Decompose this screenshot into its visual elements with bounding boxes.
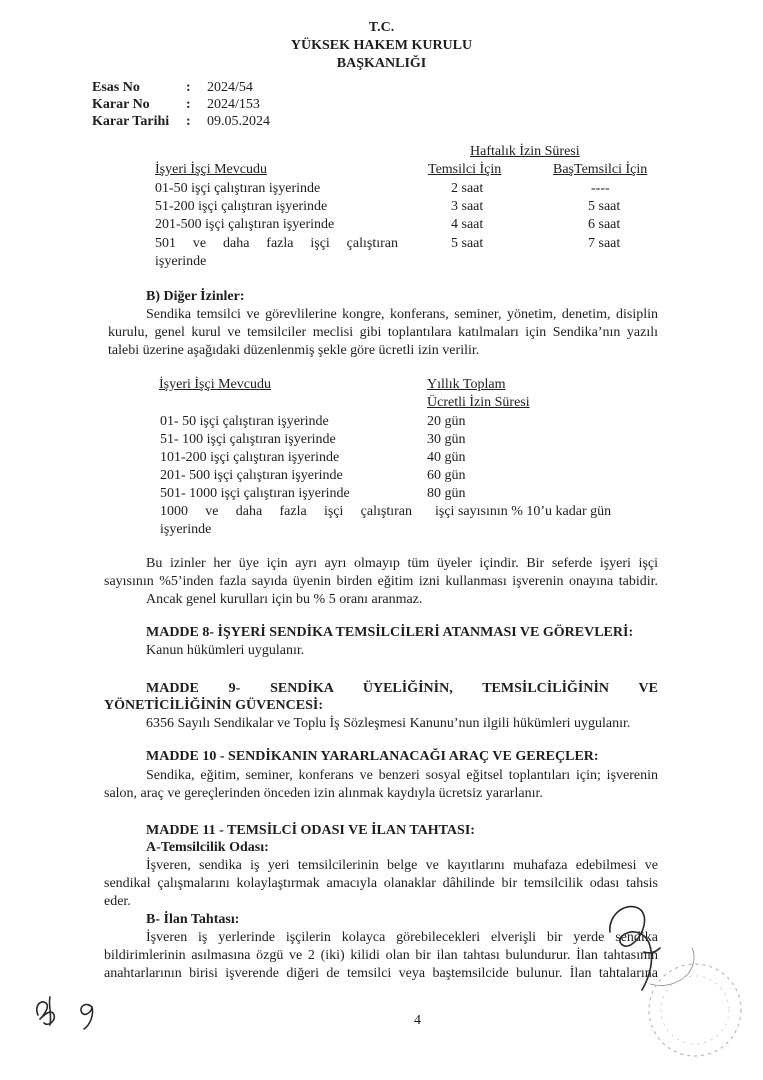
table2-col-paid: Ücretli İzin Süresi xyxy=(427,395,530,410)
article-11-heading: MADDE 11 - TEMSİLCİ ODASI VE İLAN TAHTASI: xyxy=(146,823,475,838)
article-8-text: Kanun hükümleri uygulanır. xyxy=(146,643,305,658)
table1-row-rep: 5 saat xyxy=(451,236,484,251)
table1-row-head: 5 saat xyxy=(588,199,621,214)
decision-no-value: 2024/153 xyxy=(207,97,260,112)
handwritten-initials xyxy=(30,985,120,1040)
section-b-line: kurulu, genel kurul ve temsilciler meclisi gibi toplantılara katılmaları için Sendika’nın yazılı xyxy=(108,325,658,340)
table1-row-range: 51-200 işçi çalıştıran işyerinde xyxy=(155,199,328,214)
article-11-a-line: İşveren, sendika iş yeri temsilcilerinin belge ve kayıtlarını muhafaza edebilmesi ve xyxy=(146,858,658,873)
table1-row-continuation: işyerinde xyxy=(155,254,207,269)
table1-row-range: 501 ve daha fazla işçi çalıştıran xyxy=(155,236,398,251)
table2-row-days: 30 gün xyxy=(427,432,466,447)
section-b-line: talebi üzerine aşağıdaki düzenlenmiş şekle göre ücretli izin verilir. xyxy=(108,343,480,358)
note-line: Ancak genel kurulları için bu % 5 oranı aranmaz. xyxy=(146,592,423,607)
table2-row-range: 51- 100 işçi çalıştıran işyerinde xyxy=(160,432,336,447)
article-10-line: salon, araç ve gereçlerinden önceden izin alınmak kaydıyla ücretsiz yararlanır. xyxy=(104,786,543,801)
table1-group-header: Haftalık İzin Süresi xyxy=(470,144,580,159)
table1-col-workforce: İşyeri İşçi Mevcudu xyxy=(155,162,267,177)
case-no-sep: : xyxy=(186,80,191,95)
table2-row-range: 1000 ve daha fazla işçi çalıştıran xyxy=(160,504,412,519)
decision-date-sep: : xyxy=(186,114,191,129)
page-number: 4 xyxy=(414,1013,421,1028)
case-no-label: Esas No xyxy=(92,80,140,95)
note-line: sayısının %5’inden fazla sayıda üyenin birden eğitim izni kullanması işverenin onayına tabidir. xyxy=(104,574,658,589)
note-line: Bu izinler her üye için ayrı ayrı olmayıp tüm üyeler içindir. Bir seferde işyeri işçi xyxy=(146,556,658,571)
table1-row-range: 01-50 işçi çalıştıran işyerinde xyxy=(155,181,321,196)
article-11-a-line: sendikal çalışmalarını kolaylaştırmak amacıyla olanaklar dâhilinde bir temsilcilik odası tahsis xyxy=(104,876,658,891)
article-10-heading: MADDE 10 - SENDİKANIN YARARLANACAĞI ARAÇ VE GEREÇLER: xyxy=(146,749,599,764)
table2-row-range: 01- 50 işçi çalıştıran işyerinde xyxy=(160,414,329,429)
table1-row-head: 6 saat xyxy=(588,217,621,232)
table2-col-workforce: İşyeri İşçi Mevcudu xyxy=(159,377,271,392)
article-8-heading: MADDE 8- İŞYERİ SENDİKA TEMSİLCİLERİ ATANMASI VE GÖREVLERİ: xyxy=(146,625,634,640)
table1-row-head: ---- xyxy=(591,181,610,196)
table2-row-continuation: işyerinde xyxy=(160,522,212,537)
table1-row-range: 201-500 işçi çalıştıran işyerinde xyxy=(155,217,335,232)
table1-col-head-representative: BaşTemsilci İçin xyxy=(553,162,648,177)
article-10-line: Sendika, eğitim, seminer, konferans ve benzeri sosyal eğitsel toplantıları için; işverenin xyxy=(146,768,658,783)
table1-row-rep: 2 saat xyxy=(451,181,484,196)
decision-date-value: 09.05.2024 xyxy=(207,114,270,129)
header-institution: YÜKSEK HAKEM KURULU xyxy=(290,38,473,53)
article-11-b-line: anahtarlarının birisi işverende diğeri de temsilci veya baştemsilcide bulunur. İlan tahtalarına xyxy=(104,966,658,981)
table2-row-range: 501- 1000 işçi çalıştıran işyerinde xyxy=(160,486,350,501)
stamp-seal xyxy=(640,955,750,1065)
table2-row-days: 40 gün xyxy=(427,450,466,465)
table2-row-range: 201- 500 işçi çalıştıran işyerinde xyxy=(160,468,343,483)
article-11-a-line: eder. xyxy=(104,894,131,909)
table1-row-head: 7 saat xyxy=(588,236,621,251)
table2-row-days: 60 gün xyxy=(427,468,466,483)
table2-row-days: 80 gün xyxy=(427,486,466,501)
article-11-b-line: bildirimlerinin asılmasına özgü ve 2 (iki) kilidi olan bir ilan tahtası bulundurur. İlan tahtasının xyxy=(104,948,658,963)
table2-row-days: işçi sayısının % 10’u kadar gün xyxy=(435,504,612,519)
table1-row-rep: 3 saat xyxy=(451,199,484,214)
article-9-heading-cont: YÖNETİCİLİĞİNİN GÜVENCESİ: xyxy=(104,698,323,713)
decision-date-label: Karar Tarihi xyxy=(92,114,170,129)
article-11-sub-a: A-Temsilcilik Odası: xyxy=(146,840,269,855)
table1-col-representative: Temsilci İçin xyxy=(428,162,502,177)
decision-no-sep: : xyxy=(186,97,191,112)
case-no-value: 2024/54 xyxy=(207,80,253,95)
section-b-heading: B) Diğer İzinler: xyxy=(146,289,245,304)
table1-row-rep: 4 saat xyxy=(451,217,484,232)
article-9-heading: MADDE 9- SENDİKA ÜYELİĞİNİN, TEMSİLCİLİĞİNİN VE xyxy=(146,681,658,696)
article-11-sub-b: B- İlan Tahtası: xyxy=(146,912,240,927)
decision-no-label: Karar No xyxy=(92,97,150,112)
article-11-b-line: İşveren iş yerlerinde işçilerin kolayca görebilecekleri elverişli bir yerde sendika xyxy=(146,930,658,945)
header-tc: T.C. xyxy=(368,20,395,35)
section-b-line: Sendika temsilci ve görevlilerine kongre, konferans, seminer, yönetim, denetim, disiplin xyxy=(146,307,658,322)
header-presidency: BAŞKANLIĞI xyxy=(336,56,427,71)
table2-col-annual: Yıllık Toplam xyxy=(427,377,506,392)
article-9-text: 6356 Sayılı Sendikalar ve Toplu İş Sözleşmesi Kanunu’nun ilgili hükümleri uygulanır. xyxy=(146,716,631,731)
table2-row-range: 101-200 işçi çalıştıran işyerinde xyxy=(160,450,340,465)
table2-row-days: 20 gün xyxy=(427,414,466,429)
